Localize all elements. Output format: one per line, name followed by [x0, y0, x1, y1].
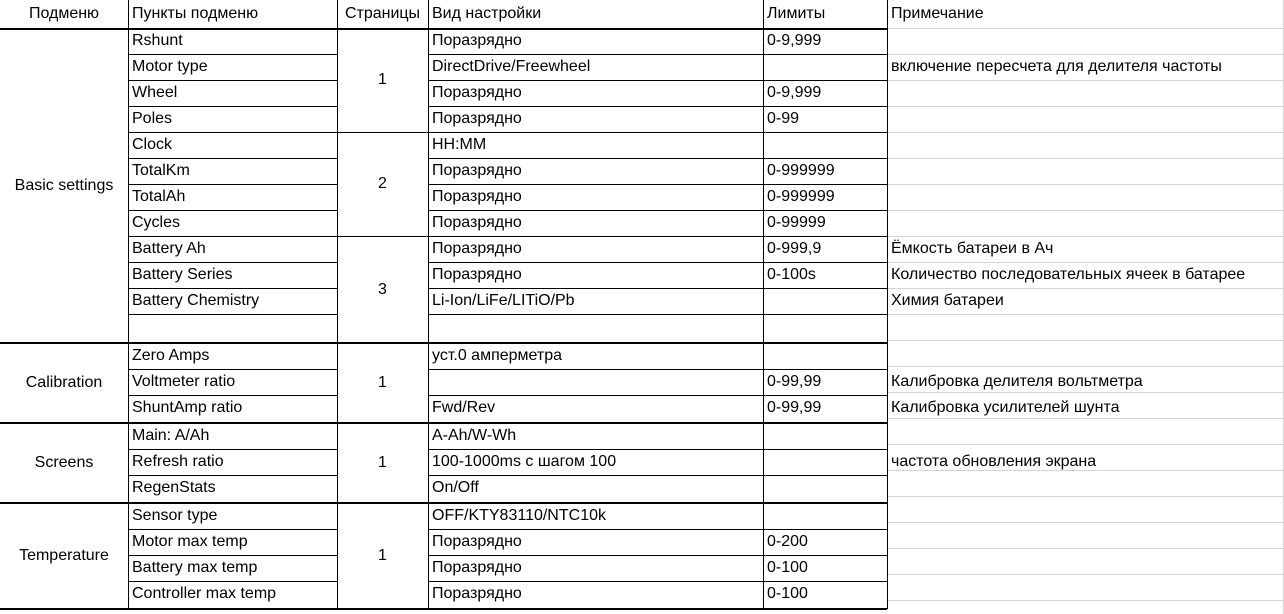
note-cell[interactable]: [887, 184, 1284, 210]
submenu-item-cell[interactable]: Motor type: [132, 58, 208, 75]
setting-type-cell[interactable]: Поразрядно: [432, 559, 522, 576]
setting-type-cell[interactable]: Li-Ion/LiFe/LITiO/Pb: [432, 292, 575, 309]
submenu-item-cell[interactable]: Battery Chemistry: [132, 292, 260, 309]
submenu-item-cell[interactable]: Controller max temp: [132, 585, 277, 602]
cell-border: [337, 28, 338, 343]
cell-border: [887, 28, 888, 343]
note-cell[interactable]: [887, 343, 1284, 369]
submenu-item-cell[interactable]: Clock: [132, 136, 173, 153]
cell-border: [128, 423, 129, 503]
submenu-item-cell[interactable]: RegenStats: [132, 479, 216, 496]
limit-cell[interactable]: 0-99999: [767, 214, 826, 231]
cell-border: [428, 423, 429, 503]
page-number[interactable]: 2: [378, 175, 387, 192]
note-cell[interactable]: [887, 529, 1284, 555]
note-cell[interactable]: включение пересчета для делителя частоты: [891, 58, 1222, 75]
submenu-item-cell[interactable]: TotalKm: [132, 162, 190, 179]
limit-cell[interactable]: 0-999,9: [767, 240, 822, 257]
limit-cell[interactable]: [763, 503, 887, 529]
cell-border: [763, 343, 764, 423]
limit-cell[interactable]: 0-9,999: [767, 32, 822, 49]
limit-cell[interactable]: [763, 423, 887, 449]
header-pages[interactable]: Страницы: [344, 5, 421, 22]
header-setting-type[interactable]: Вид настройки: [432, 5, 542, 22]
note-cell[interactable]: Калибровка усилителей шунта: [891, 399, 1120, 416]
setting-type-cell[interactable]: уст.0 амперметра: [432, 347, 563, 364]
limit-cell[interactable]: 0-100: [767, 559, 808, 576]
limit-cell[interactable]: [763, 288, 887, 314]
setting-type-cell[interactable]: [428, 314, 763, 340]
limit-cell[interactable]: [763, 132, 887, 158]
limit-cell[interactable]: 0-99,99: [767, 373, 822, 390]
note-cell[interactable]: [887, 28, 1284, 54]
submenu-item-cell[interactable]: Voltmeter ratio: [132, 373, 236, 390]
setting-type-cell[interactable]: On/Off: [432, 479, 479, 496]
submenu-item-cell[interactable]: Battery max temp: [132, 559, 258, 576]
cell-border: [128, 503, 129, 609]
setting-type-cell[interactable]: HH:MM: [432, 136, 487, 153]
cell-border: [128, 343, 129, 423]
note-cell[interactable]: [887, 80, 1284, 106]
header-submenu[interactable]: Подменю: [28, 5, 100, 22]
note-cell[interactable]: [887, 503, 1284, 529]
setting-type-cell[interactable]: Поразрядно: [432, 585, 522, 602]
setting-type-cell[interactable]: Поразрядно: [432, 110, 522, 127]
cell-border: [887, 340, 1284, 341]
note-cell[interactable]: [887, 158, 1284, 184]
cell-border: [128, 28, 129, 343]
setting-type-cell[interactable]: Fwd/Rev: [432, 399, 496, 416]
note-cell[interactable]: [887, 581, 1284, 607]
submenu-item-cell[interactable]: Sensor type: [132, 507, 218, 524]
header-note[interactable]: Примечание: [891, 5, 984, 22]
cell-border: [428, 343, 429, 423]
note-cell[interactable]: [887, 210, 1284, 236]
limit-cell[interactable]: [763, 475, 887, 501]
submenu-item-cell[interactable]: [128, 314, 337, 340]
header-limits[interactable]: Лимиты: [767, 5, 826, 22]
cell-border: [887, 503, 888, 609]
header-items[interactable]: Пункты подменю: [132, 5, 259, 22]
note-cell[interactable]: [887, 106, 1284, 132]
cell-border: [763, 28, 764, 343]
setting-type-cell[interactable]: Поразрядно: [432, 32, 522, 49]
setting-type-cell[interactable]: Поразрядно: [432, 162, 522, 179]
limit-cell[interactable]: 0-999999: [767, 162, 835, 179]
setting-type-cell[interactable]: Поразрядно: [432, 188, 522, 205]
setting-type-cell[interactable]: Поразрядно: [432, 214, 522, 231]
page-number[interactable]: 1: [378, 374, 387, 391]
submenu-item-cell[interactable]: Refresh ratio: [132, 453, 224, 470]
submenu-screens[interactable]: Screens: [34, 454, 94, 471]
note-cell[interactable]: [887, 475, 1284, 501]
submenu-basic-settings[interactable]: Basic settings: [14, 176, 114, 194]
cell-border: [337, 423, 338, 503]
cell-border: [428, 503, 429, 609]
submenu-temperature[interactable]: Temperature: [19, 547, 109, 564]
limit-cell[interactable]: [763, 449, 887, 475]
submenu-item-cell[interactable]: Motor max temp: [132, 533, 248, 550]
submenu-item-cell[interactable]: Rshunt: [132, 32, 183, 49]
limit-cell[interactable]: 0-99,99: [767, 399, 822, 416]
setting-type-cell[interactable]: OFF/KTY83110/NTC10k: [432, 507, 606, 524]
submenu-item-cell[interactable]: Zero Amps: [132, 347, 210, 364]
cell-border: [337, 343, 338, 423]
submenu-calibration[interactable]: Calibration: [25, 374, 103, 391]
limit-cell[interactable]: 0-100: [767, 585, 808, 602]
note-cell[interactable]: частота обновления экрана: [891, 453, 1097, 470]
note-cell[interactable]: [887, 132, 1284, 158]
submenu-item-cell[interactable]: Wheel: [132, 84, 178, 101]
cell-border: [428, 28, 429, 343]
cell-border: [337, 503, 338, 609]
submenu-item-cell[interactable]: ShuntAmp ratio: [132, 399, 243, 416]
submenu-item-cell[interactable]: Battery Series: [132, 266, 233, 283]
setting-type-cell[interactable]: 100-1000ms с шагом 100: [432, 453, 617, 470]
limit-cell[interactable]: 0-99: [767, 110, 800, 127]
submenu-item-cell[interactable]: TotalAh: [132, 188, 186, 205]
cell-border: [887, 423, 888, 503]
cell-border: [763, 423, 764, 503]
setting-type-cell[interactable]: Поразрядно: [432, 84, 522, 101]
note-cell[interactable]: [887, 314, 1284, 340]
note-cell[interactable]: Количество последовательных ячеек в батарее: [891, 266, 1246, 283]
note-cell[interactable]: Ёмкость батареи в Ач: [891, 240, 1054, 257]
submenu-item-cell[interactable]: Poles: [132, 110, 173, 127]
page-number[interactable]: 1: [378, 547, 387, 564]
setting-type-cell[interactable]: Поразрядно: [432, 533, 522, 550]
setting-type-cell[interactable]: Поразрядно: [432, 266, 522, 283]
setting-type-cell[interactable]: DirectDrive/Freewheel: [432, 58, 591, 75]
page-number[interactable]: 1: [378, 71, 387, 88]
note-cell[interactable]: Калибровка делителя вольтметра: [891, 373, 1143, 390]
page-number[interactable]: 1: [378, 454, 387, 471]
submenu-item-cell[interactable]: Main: A/Ah: [132, 427, 210, 444]
limit-cell[interactable]: [763, 314, 887, 340]
limit-cell[interactable]: 0-100s: [767, 266, 816, 283]
page-number[interactable]: 3: [378, 280, 387, 298]
note-cell[interactable]: Химия батареи: [891, 292, 1004, 309]
limit-cell[interactable]: [763, 343, 887, 369]
limit-cell[interactable]: 0-9,999: [767, 84, 822, 101]
setting-type-cell[interactable]: [428, 369, 763, 395]
cell-border: [0, 608, 887, 610]
submenu-item-cell[interactable]: Cycles: [132, 214, 181, 231]
cell-border: [763, 503, 764, 609]
limit-cell[interactable]: 0-999999: [767, 188, 835, 205]
note-cell[interactable]: [887, 555, 1284, 581]
cell-border: [887, 343, 888, 423]
note-cell[interactable]: [887, 423, 1284, 449]
limit-cell[interactable]: 0-200: [767, 533, 808, 550]
setting-type-cell[interactable]: Поразрядно: [432, 240, 522, 257]
submenu-item-cell[interactable]: Battery Ah: [132, 240, 206, 257]
setting-type-cell[interactable]: A-Ah/W-Wh: [432, 427, 517, 444]
limit-cell[interactable]: [763, 54, 887, 80]
